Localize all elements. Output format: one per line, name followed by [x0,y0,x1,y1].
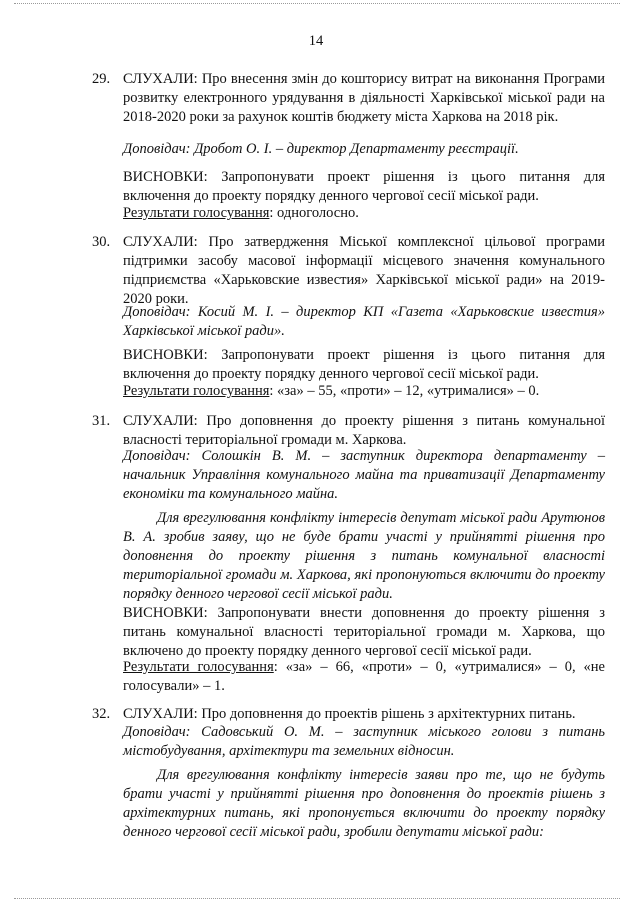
vote-label: Результати голосування [123,205,270,221]
vote-text: : «за» – 66, «проти» – 0, «утрималися» – 0, «не голосували» – 1. [123,659,605,694]
bottom-scan-edge [14,898,620,899]
item-number: 32. [92,706,111,722]
heard-label: СЛУХАЛИ: [123,413,198,429]
heard-text: Про затвердження Міської комплексної цільової програми підтримки засобу масової інформації місцевого значення комунального підприємства «Харьковские известия» Харківської міської ради» на 2019-2020 роки. [123,234,605,307]
top-scan-edge [14,3,620,4]
vote-results [123,382,605,401]
vote-results [123,658,605,696]
conclusions-block [123,604,605,661]
vote-label: Результати голосування [123,383,270,399]
speaker: Доповідач: Садовський О. М. – заступник міського голови з питань містобудування, архітектури та земельних відносин. [123,724,605,759]
speaker: Доповідач: Дробот О. І. – директор Департаменту реєстрації. [123,141,519,157]
conclusions-label: ВИСНОВКИ: [123,605,208,621]
item-number: 30. [92,234,111,250]
conclusions-block [123,346,605,384]
conclusions-text: Запропонувати проект рішення із цього питання для включення до проекту порядку денного чергової сесії міської ради. [123,169,606,204]
heard-text: Про доповнення до проектів рішень з архітектурних питань. [201,706,576,722]
conflict-note: Для врегулювання конфлікту інтересів заяви про те, що не будуть брати участі у прийнятті рішення про доповнення до проектів рішень з архітектурних питань, які пропонується включити до проекту порядку денного чергової сесії міської ради, зробили депутати міської ради: [123,767,605,840]
conclusions-text: Запропонувати внести доповнення до проекту рішення з питань комунальної власності територіальної громади м. Харкова, що включено до проекту порядку денного чергової сесії міської ради. [123,605,605,659]
heard-text: Про доповнення до проекту рішення з питань комунальної власності територіальної громади м. Харкова. [123,413,606,448]
heard-block [123,70,605,127]
vote-results [123,204,605,223]
speaker: Доповідач: Солошкін В. М. – заступник директора департаменту – начальник Управління комунального майна та приватизації Департаменту економіки та комунального майна. [123,448,605,502]
vote-text: : одноголосно. [269,205,359,221]
conclusions-label: ВИСНОВКИ: [123,347,208,363]
heard-label: СЛУХАЛИ: [123,71,198,87]
conclusions-block [123,168,605,206]
conflict-note: Для врегулювання конфлікту інтересів депутат міської ради Арутюнов В. А. зробив заяву, що не буде брати участі у прийнятті рішення про доповнення до проекту рішення з питань комунальної власності територіальної громади м. Харкова, які пропонуються включити до проекту порядку денного чергової сесії міської ради. [123,510,605,602]
heard-label: СЛУХАЛИ: [123,706,198,722]
page-number: 14 [308,33,324,49]
conclusions-text: Запропонувати проект рішення із цього питання для включення до проекту порядку денного чергової сесії міської ради. [123,347,606,382]
item-number: 29. [92,71,111,87]
vote-label: Результати голосування [123,659,274,675]
conclusions-label: ВИСНОВКИ: [123,169,208,185]
speaker: Доповідач: Косий М. І. – директор КП «Газета «Харьковские известия» Харківської міської ради». [123,304,605,339]
vote-text: : «за» – 55, «проти» – 12, «утрималися» – 0. [269,383,540,399]
heard-block [123,233,605,309]
heard-label: СЛУХАЛИ: [123,234,198,250]
heard-block [123,412,605,450]
heard-text: Про внесення змін до кошторису витрат на виконання Програми розвитку електронного урядування в діяльності Харківської міської ради на 2018-2020 роки за рахунок коштів бюджету міста Харкова на 2018 рік. [123,71,606,125]
item-number: 31. [92,413,111,429]
heard-block [123,705,605,724]
